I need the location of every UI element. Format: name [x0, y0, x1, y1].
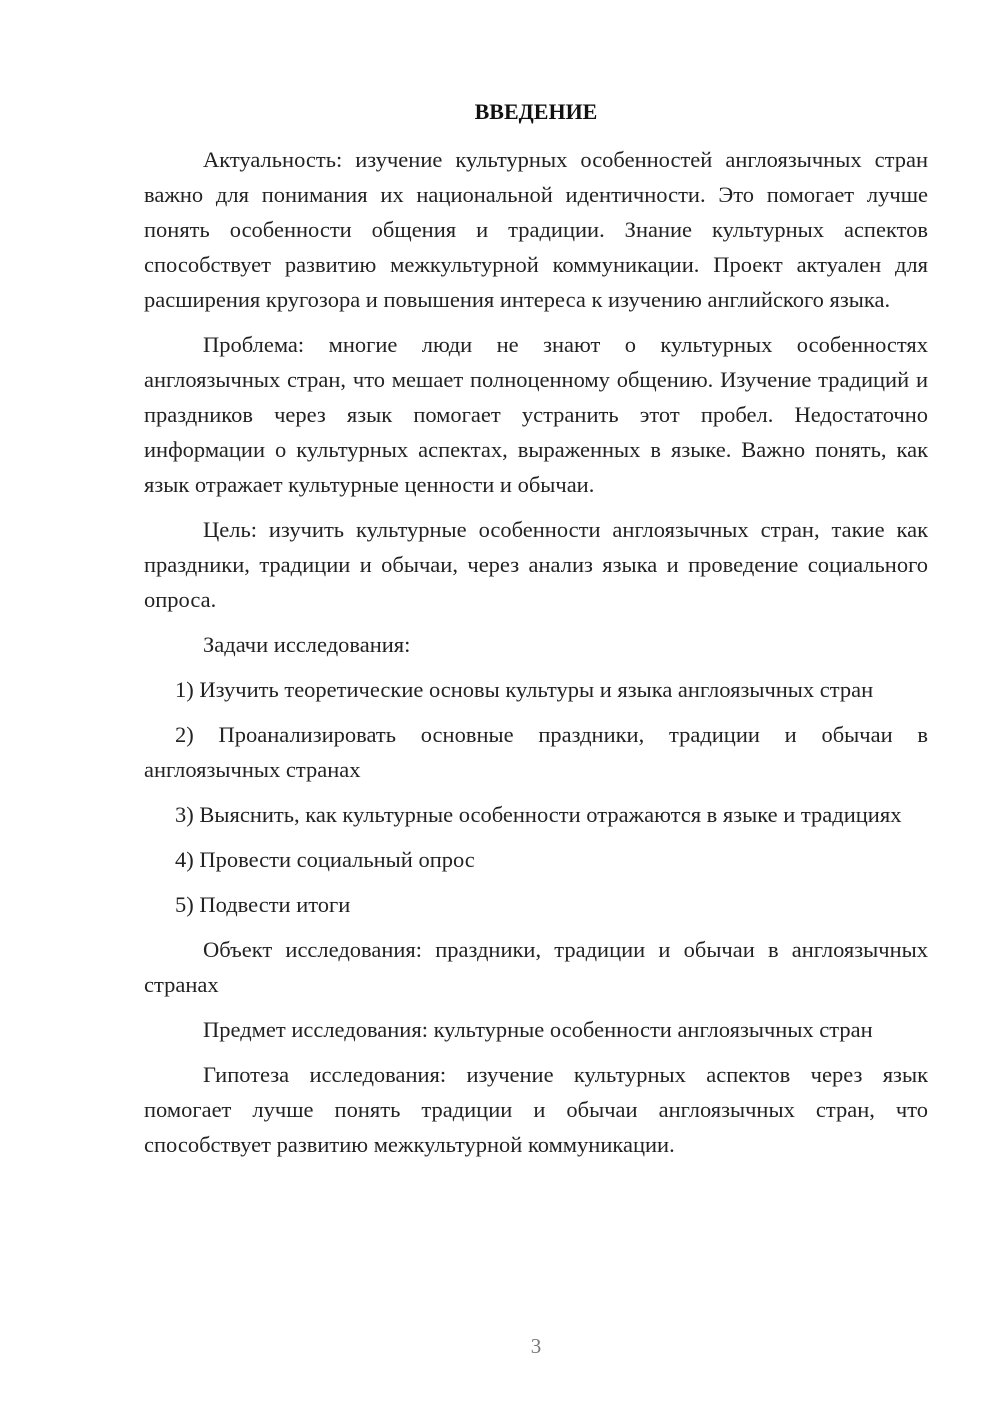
task-item-5: 5) Подвести итоги: [175, 892, 351, 917]
paragraph-problem: Проблема: многие люди не знают о культурных особенностях англоязычных стран, что мешает полноценному общению. Изучение традиций и праздников через язык помогает устранить этот пробел. Недостаточно информации о культурных аспектах, выраженных в языке. Важно понять, как язык отражает культурные ценности и обычаи.: [144, 332, 928, 497]
page-number: 3: [530, 1334, 542, 1358]
paragraph-subject: Предмет исследования: культурные особенности англоязычных стран: [203, 1017, 873, 1042]
task-item-2: 2) Проанализировать основные праздники, традиции и обычаи в англоязычных странах: [144, 722, 928, 782]
paragraph-relevance: Актуальность: изучение культурных особенностей англоязычных стран важно для понимания их национальной идентичности. Это помогает лучше понять особенности общения и традиции. Знание культурных аспектов способствует развитию межкультурной коммуникации. Проект актуален для расширения кругозора и повышения интереса к изучению английского языка.: [144, 147, 928, 312]
task-item-4: 4) Провести социальный опрос: [175, 847, 475, 872]
task-item-3: 3) Выяснить, как культурные особенности отражаются в языке и традициях: [175, 802, 902, 827]
task-item-1: 1) Изучить теоретические основы культуры и языка англоязычных стран: [175, 677, 874, 702]
page-title: ВВЕДЕНИЕ: [474, 99, 598, 124]
paragraph-goal: Цель: изучить культурные особенности англоязычных стран, такие как праздники, традиции и обычаи, через анализ языка и проведение социального опроса.: [144, 517, 928, 612]
paragraph-object: Объект исследования: праздники, традиции и обычаи в англоязычных странах: [144, 937, 928, 997]
tasks-heading: Задачи исследования:: [203, 632, 411, 657]
paragraph-hypothesis: Гипотеза исследования: изучение культурных аспектов через язык помогает лучше понять традиции и обычаи англоязычных стран, что способствует развитию межкультурной коммуникации.: [144, 1062, 928, 1157]
body-text-top: [144, 142, 928, 1162]
